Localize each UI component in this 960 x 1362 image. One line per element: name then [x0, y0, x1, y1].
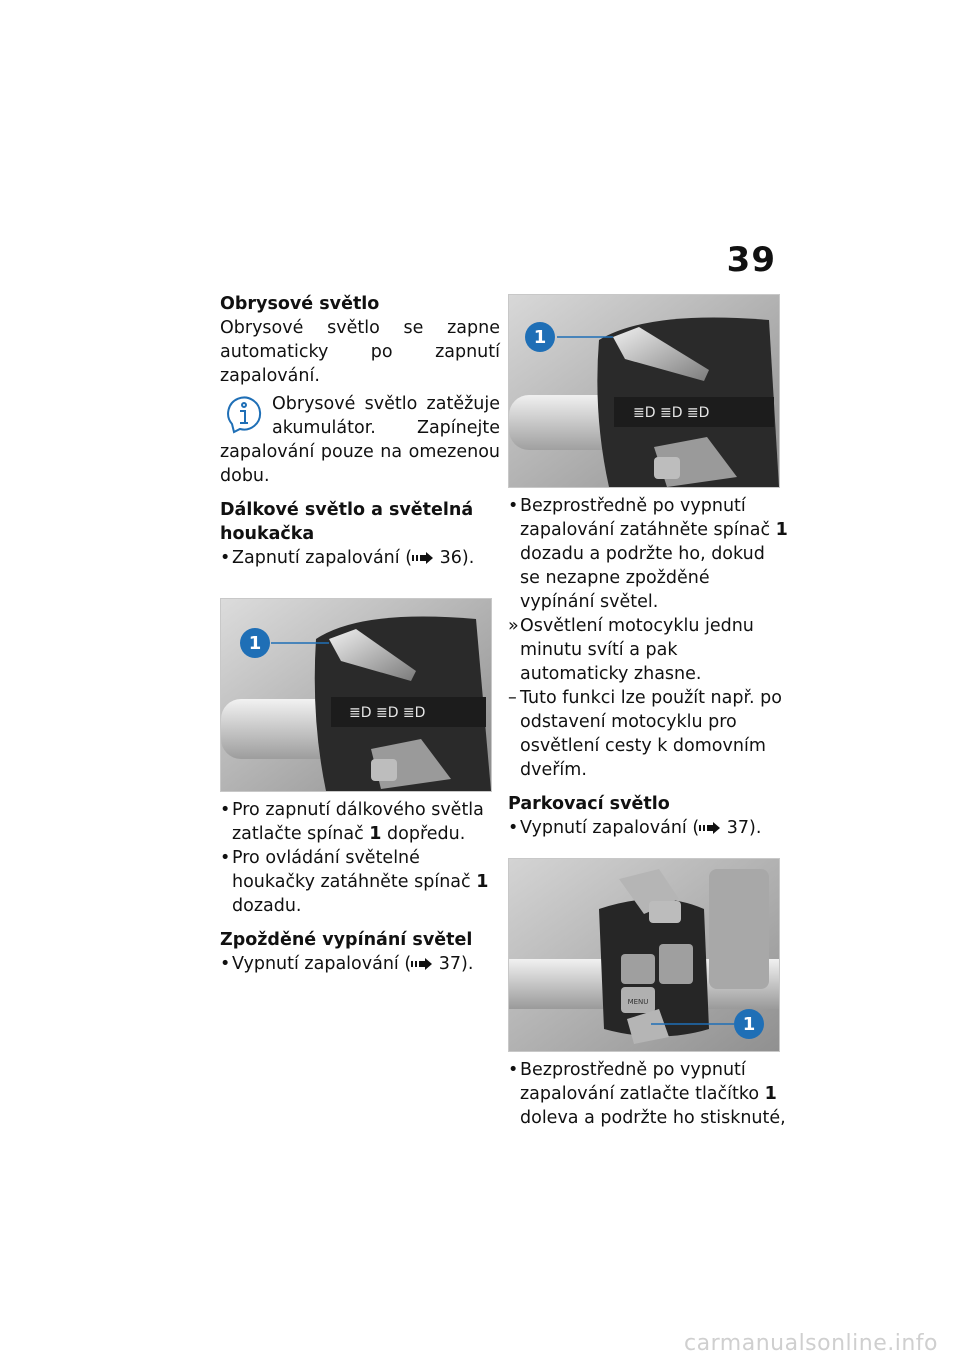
- page-number: 39: [726, 240, 776, 280]
- section-text-parking-light: Obrysové světlo se zapne automaticky po zapnutí zapalování.: [220, 318, 500, 386]
- left-column: [220, 292, 500, 976]
- result-lights-on: » Osvětlení motocyklu jednu minutu svítí a pak automaticky zhasne.: [508, 616, 754, 684]
- right-column: [508, 292, 788, 1130]
- section-title-delayed-lights: Zpožděné vypínání světel: [220, 930, 473, 950]
- result-marker: »: [508, 616, 519, 636]
- info-icon: [224, 394, 264, 434]
- photo-parking-light-button: [508, 858, 780, 1052]
- page-reference-link[interactable]: 37: [726, 818, 750, 838]
- page-reference-arrow-icon: [411, 958, 433, 970]
- reference-ignition-on: • Zapnutí zapalování ( 36).: [220, 546, 500, 570]
- watermark: carmanualsonline.info: [684, 1331, 938, 1356]
- dash-marker: –: [508, 688, 517, 708]
- note-usage: – Tuto funkci lze použít např. po odstavení motocyklu pro osvětlení cesty k domovním dveřím.: [508, 688, 782, 780]
- page-reference-link[interactable]: 37: [438, 954, 462, 974]
- info-note: [220, 392, 500, 488]
- page-reference-arrow-icon: [699, 822, 721, 834]
- instruction-parking-light: • Bezprostředně po vypnutí zapalování zatlačte tlačítko 1 doleva a podržte ho stisknuté,: [508, 1058, 788, 1130]
- reference-ignition-off: • Vypnutí zapalování ( 37).: [220, 952, 500, 976]
- page-reference-link[interactable]: 36: [439, 548, 462, 568]
- menu-label: MENU: [627, 998, 649, 1006]
- callout-number: 1: [248, 633, 262, 654]
- photo-high-beam-switch: [220, 598, 492, 792]
- section-title-parking-lamp: Parkovací světlo: [508, 794, 670, 814]
- svg-text:≣D ≣D ≣D: ≣D ≣D ≣D: [349, 705, 426, 721]
- instruction-delayed-lights: • Bezprostředně po vypnutí zapalování zatáhněte spínač 1 dozadu a podržte ho, dokud se nezapne zpožděné vypínání světel.: [508, 494, 788, 614]
- page-reference-arrow-icon: [412, 552, 434, 564]
- callout-number: 1: [742, 1014, 756, 1035]
- svg-text:≣D ≣D ≣D: ≣D ≣D ≣D: [633, 405, 710, 421]
- photo-delayed-light-switch: [508, 294, 780, 488]
- info-note-text: Obrysové světlo zatěžuje akumulátor. Zapínejte zapalování pouze na omezenou dobu.: [220, 394, 500, 486]
- section-title-high-beam: Dálkové světlo a světelná houkačka: [220, 500, 474, 544]
- instruction-high-beam-on: • Pro zapnutí dálkového světla zatlačte spínač 1 dopředu.: [220, 798, 500, 846]
- reference-ignition-off-2: • Vypnutí zapalování ( 37).: [508, 816, 788, 840]
- instruction-headlight-flasher: • Pro ovládání světelné houkačky zatáhněte spínač 1 dozadu.: [220, 846, 500, 918]
- section-title-parking-light: Obrysové světlo: [220, 294, 380, 314]
- callout-number: 1: [533, 327, 547, 348]
